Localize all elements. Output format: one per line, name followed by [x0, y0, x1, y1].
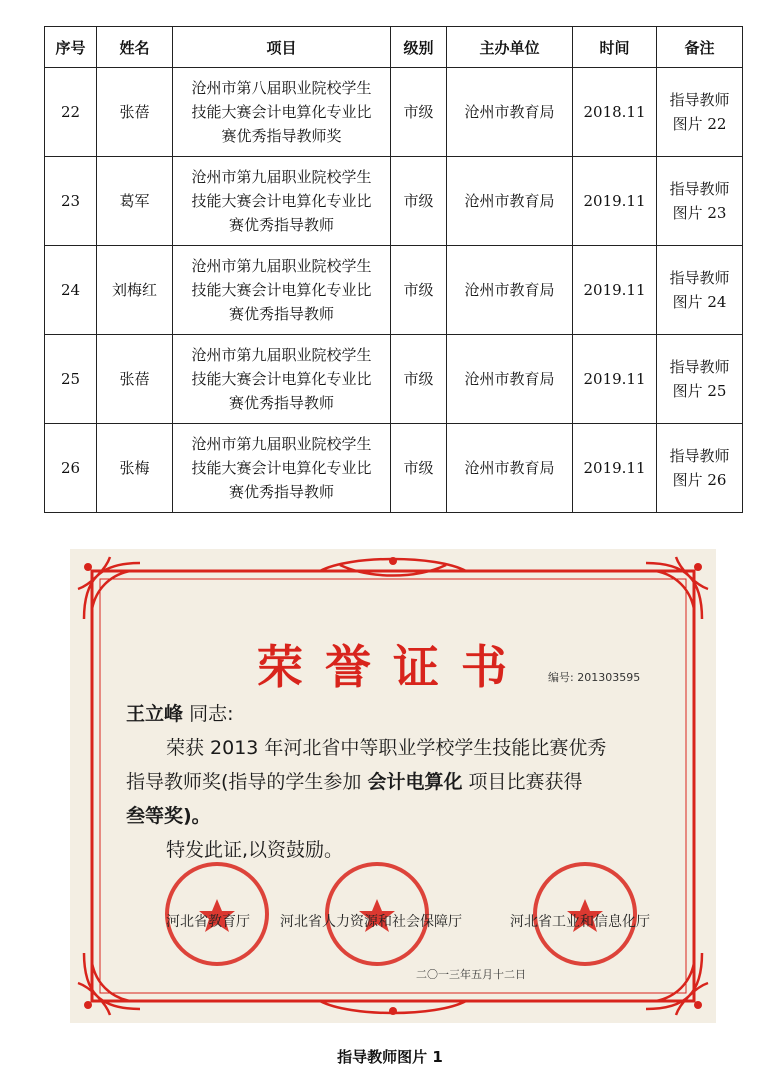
- table-row: [45, 68, 743, 157]
- table-row: [45, 246, 743, 335]
- body-line-1: 荣获 2013 年河北省中等职业学校学生技能比赛优秀: [166, 737, 607, 759]
- cell-level: 市级: [391, 335, 447, 424]
- note-line: 指导教师: [669, 180, 730, 198]
- project-line: 沧州市第九届职业院校学生: [191, 435, 372, 453]
- note-line: 指导教师: [669, 269, 730, 287]
- note-line: 图片 26: [672, 471, 727, 489]
- cell-time: 2019.11: [573, 335, 657, 424]
- project-line: 技能大赛会计电算化专业比: [191, 192, 372, 210]
- header-note: 备注: [657, 27, 743, 68]
- cell-note: [657, 335, 743, 424]
- cell-name: 张蓓: [97, 68, 173, 157]
- certificate-title: 荣誉证书: [257, 640, 529, 694]
- cell-organizer: 沧州市教育局: [447, 157, 573, 246]
- project-line: 赛优秀指导教师: [228, 305, 334, 323]
- cell-organizer: 沧州市教育局: [447, 424, 573, 513]
- closing-line: 特发此证,以资鼓励。: [166, 839, 344, 861]
- cell-level: 市级: [391, 68, 447, 157]
- table-row: [45, 157, 743, 246]
- project-line: 沧州市第九届职业院校学生: [191, 346, 372, 364]
- cell-project: [173, 157, 391, 246]
- cell-note: [657, 246, 743, 335]
- cell-project: [173, 335, 391, 424]
- cell-time: 2019.11: [573, 424, 657, 513]
- table-header-row: [45, 27, 743, 68]
- cell-level: 市级: [391, 246, 447, 335]
- note-line: 图片 23: [672, 204, 727, 222]
- cell-organizer: 沧州市教育局: [447, 68, 573, 157]
- cell-no: 24: [45, 246, 97, 335]
- project-line: 技能大赛会计电算化专业比: [191, 281, 372, 299]
- cell-note: [657, 424, 743, 513]
- cell-name: 张梅: [97, 424, 173, 513]
- cell-organizer: 沧州市教育局: [447, 335, 573, 424]
- note-line: 图片 24: [672, 293, 727, 311]
- cell-project: [173, 68, 391, 157]
- cell-note: [657, 157, 743, 246]
- cell-level: 市级: [391, 157, 447, 246]
- cell-note: [657, 68, 743, 157]
- award-level: 叁等奖)。: [126, 805, 211, 827]
- body-line-2: [126, 765, 686, 799]
- project-line: 赛优秀指导教师: [228, 394, 334, 412]
- certificate-number: 编号: 201303595: [548, 671, 641, 684]
- header-no: 序号: [45, 27, 97, 68]
- header-name: 姓名: [97, 27, 173, 68]
- cell-no: 22: [45, 68, 97, 157]
- body-line-2-c: 项目比赛获得: [462, 771, 583, 793]
- project-line: 赛优秀指导教师: [228, 216, 334, 234]
- cell-time: 2019.11: [573, 157, 657, 246]
- cell-project: [173, 424, 391, 513]
- cell-no: 25: [45, 335, 97, 424]
- project-line: 沧州市第九届职业院校学生: [191, 168, 372, 186]
- project-line: 技能大赛会计电算化专业比: [191, 459, 372, 477]
- project-line: 沧州市第九届职业院校学生: [191, 257, 372, 275]
- header-level: 级别: [391, 27, 447, 68]
- cell-level: 市级: [391, 424, 447, 513]
- cell-time: 2018.11: [573, 68, 657, 157]
- issuer-education-dept: 河北省教育厅: [166, 914, 250, 930]
- cell-organizer: 沧州市教育局: [447, 246, 573, 335]
- figure-caption: 指导教师图片 1: [337, 1048, 443, 1066]
- cell-no: 23: [45, 157, 97, 246]
- note-line: 图片 25: [672, 382, 727, 400]
- header-time: 时间: [573, 27, 657, 68]
- certificate-body: [126, 697, 686, 867]
- cell-name: 葛军: [97, 157, 173, 246]
- issuer-hr-dept: 河北省人力资源和社会保障厅: [280, 914, 462, 930]
- certificate-date: 二〇一三年五月十二日: [416, 968, 526, 981]
- issuer-industry-dept: 河北省工业和信息化厅: [510, 914, 650, 930]
- project-line: 赛优秀指导教师: [228, 483, 334, 501]
- cell-name: 刘梅红: [97, 246, 173, 335]
- table-row: [45, 335, 743, 424]
- note-line: 指导教师: [669, 91, 730, 109]
- cell-time: 2019.11: [573, 246, 657, 335]
- project-line: 沧州市第八届职业院校学生: [191, 79, 372, 97]
- cell-project: [173, 246, 391, 335]
- recipient-name: 王立峰: [126, 703, 184, 725]
- note-line: 指导教师: [669, 358, 730, 376]
- project-line: 技能大赛会计电算化专业比: [191, 370, 372, 388]
- honor-certificate-photo: [70, 549, 716, 1023]
- note-line: 指导教师: [669, 447, 730, 465]
- project-line: 技能大赛会计电算化专业比: [191, 103, 372, 121]
- header-organizer: 主办单位: [447, 27, 573, 68]
- cell-name: 张蓓: [97, 335, 173, 424]
- body-line-2-a: 指导教师奖(指导的学生参加: [126, 771, 368, 793]
- project-line: 赛优秀指导教师奖: [221, 127, 342, 145]
- project-name: 会计电算化: [367, 771, 463, 793]
- note-line: 图片 22: [672, 115, 727, 133]
- table-row: [45, 424, 743, 513]
- cell-no: 26: [45, 424, 97, 513]
- awards-table: [44, 26, 743, 513]
- header-project: 项目: [173, 27, 391, 68]
- salutation: 同志:: [189, 703, 234, 725]
